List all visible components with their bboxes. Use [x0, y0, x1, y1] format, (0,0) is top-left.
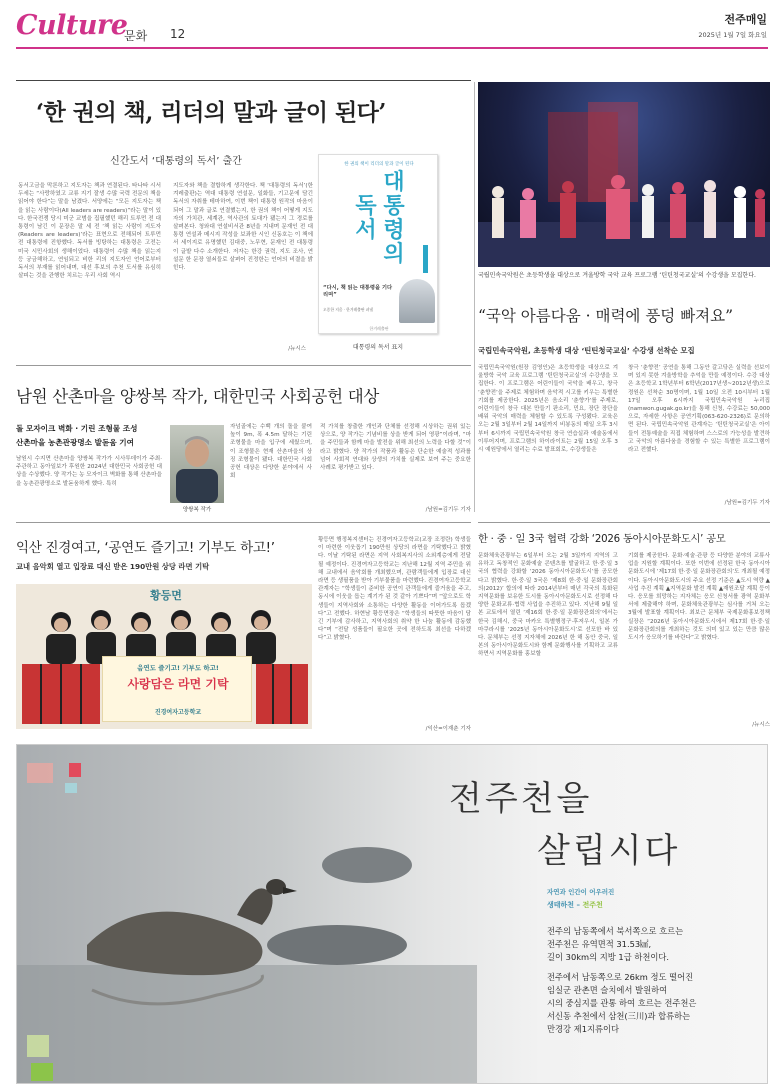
article-top-rule [16, 80, 471, 81]
book-title-char: 서 [355, 218, 377, 243]
article-column-1: 황등면 행정복지센터는 진경여자고등학교(교장 조정란) 학생들이 마련한 이웃돕기 190만원 상당의 라면을 기탁했다고 밝혔다. 이날 기탁된 라면은 지역 사회복지사의 소외계층에게 전달될 예정이다. 진경여자고등학교는 지난해 12월 지역 주민을 위해 교내에서 음악회를 개최했으며, 관람객들에게 입장료 대신 라면 등 생필품을 받아 기부물품을 마련했다. 진경여자고등학교 관계자는 “학생들이 준비한 공연이 관객들에게 즐거움을 주고, 동시에 이웃을 돕는 계기가 된 것 같아 기쁘다”며 “앞으로도 학생들이 지역사회와 소통하는 다양한 활동을 이어가도록 돕겠다”고 전했다. 하현남 황등면장은 “학생들의 따뜻한 마음이 담긴 기부에 감사하고, 지역사회의 취약 한 나눔 활동에 감동했다”며 “전달 성품들이 필요한 곳에 전하도록 최선을 다하겠다”고 밝혔다. [318, 537, 471, 642]
ad-title-line-2: 살립시다 [537, 831, 681, 871]
headline: 남원 산촌마을 양쌍복 작가, 대한민국 사회공헌 대상 [16, 387, 380, 406]
people-group [36, 604, 286, 664]
book-side-strip [423, 245, 428, 273]
subheadline-2: 산촌마을 농촌관광명소 발돋움 기여 [16, 438, 134, 447]
ramen-boxes-right [256, 664, 308, 724]
masthead [0, 0, 777, 48]
headline: ‘한 권의 책, 리더의 말과 글이 된다’ [36, 99, 386, 126]
donation-banner [102, 656, 252, 722]
ad-line: 전주의 남동쪽에서 북서쪽으로 흐르는 [547, 926, 684, 936]
book-quote: “다시, 책 읽는 대통령을 기다리며” [323, 285, 393, 298]
book-author: 오종한 지음 · 한겨레출판 펴냄 [323, 307, 374, 312]
book-publisher: 한겨레출판 [369, 326, 389, 331]
article-column-1: 동서고금을 막론하고 지도자는 책과 연결된다. 타나타 시서 두세는 “사랑하였고 교류 지기 잘생 수많 국력 전문의 책을 읽어야 한다”는 말을 남겼다. 서양에는 “모든 지도자는 책을 읽는 사람이다(All leaders are readers)”라는 말이 있다. 한국전쟁 당시 미군 교범을 집필했던 해리 트루먼 전 대통령이 남긴 이 문장은 말 세 전 ‘책 읽는 사람이 지도자(Readers are leaders)’라는 표현으로 전해되어 트루먼 전 대통령에 진항했다. 독서를 빙탕하는 대통령은 고전는 미국 시민사회의 생해이었다. 대통령이 수많 책을 읽는지 등 궁금해하고, 연임되고 비한 리의 지도자인 언어로부터 독서의 부재를 읽어내며, 대선 후보의 추천 도서를 유심히 살피는 것을 관행한 치르는 우리 사회 역시 [18, 183, 161, 280]
book-title-char: 대 [383, 170, 405, 195]
article-column-2: 창극 ‘춘향전’ 공연을 통해 그동안 갈고닦은 실력을 선보이며 있지 못한 겨울방학을 추억을 만들 예정이다. 수강 대상은 초등학교 1학년부터 6학년(2017년생~2012년생)으로 정원은 선착순 30명이며, 1월 10일 오전 10시부터 1월 17일 오후 6시까지 국립민속국악원 누리집(namwon.gugak.go.kr)을 통해 신청, 수강료는 50,000으로, 자세한 사항은 공연기획(063-620-2326)로 문의하면 된다. 국립민속국악원 관계자는 ‘틴틴청국교실’은 아이들이 전통예술을 직접 체험하며 스스로의 가능성을 발견하고 국악의 아름다움을 경험할 수 있는 특별한 프로그램이라고 전했다. [628, 365, 770, 454]
article-namwon-artist [16, 365, 471, 515]
author-portrait [399, 279, 435, 323]
paper-name: 전주매일 [724, 13, 767, 26]
subheadline-1: 돌 모자이크 벽화 · 기린 조형물 조성 [16, 424, 138, 433]
article-east-asia-culture-city [478, 522, 770, 734]
section-title-en: Culture [16, 10, 128, 41]
ad-line: 길이 30km의 지방 1급 하천이다. [547, 952, 670, 962]
book-title-char: 의 [383, 242, 405, 267]
ad-line: 시의 중심지를 관통 하여 흐르는 전주천은 [547, 998, 697, 1008]
article-top-rule [16, 365, 471, 366]
ad-tagline-2 [547, 900, 603, 910]
banner-top-text: 황등면 [150, 589, 182, 602]
people-illustration [36, 604, 286, 664]
article-top-rule [16, 522, 471, 523]
ad-tagline-1: 자연과 인간이 어우러진 [547, 888, 615, 896]
article-column-1: 국립민속국악원(원장 김영인)은 초등학생을 대상으로 겨울방학 국악 교육 프로그램 ‘틴틴청국교실’의 수강생을 모집한다. 이 프로그램은 어린이들이 국악을 배우고, 창극 ‘춘향전’을 주제로 체험하며 음악적 시고를 키우는 특별한 기회를 제공한다. 2025년은 음소리 ‘춘향가’를 주제로, 어린이들이 창극 대본 만들기 판소리, 민요, 장단 장단을 배워 국악의 매력을 체험할 수 있도록 구성됐다. 교육은 오는 2월 3일부터 2월 14일까지 비봉동의 매일 오후 3시부터 6시까지 국립민속국악원 창극 연습실과 예술동에서 이루어지며, 프로그램의 하이라이트는 2월 15일 오후 3시 예원당에서 열리는 수료 발표회로, 수강생들은 [478, 365, 618, 454]
banner-footer: 진경여자고등학교 [154, 709, 202, 716]
article-iksan-school [16, 522, 471, 734]
article-column-3: 적 가치를 창출한 개인과 단체를 선정해 시상하는 권위 있는 상으로, 양 작가는 기념비를 상을 받게 되어 영광”이라며, “마을 주민들과 함께 마을 발전을 위해 최선의 노력을 다할 것”이라고 밝혔다. 양 작가의 작품과 활동은 단순한 예술적 성과를 넘어 사회적 연대와 상생의 가치를 실제로 보여 주는 중요한 사례로 평가받고 있다. [320, 424, 471, 472]
ad-tagline-2-prefix: 생태하천 – [547, 901, 583, 909]
ad-line: 전주에서 남동쪽으로 26km 정도 떨어진 [547, 972, 694, 982]
stage-photo [478, 82, 770, 267]
article-column-2: 자넘골에는 수백 개의 돌을 붙여 높이 9m, 폭 4.5m 달하는 기린 조형물을 마을 입구에 세웠으며, 이 조형물은 현재 산촌마을의 상징 조형물이 됐다. 대한민국 사회공헌 대상은 다양한 분야에서 사회 [230, 424, 312, 480]
article-book-release [16, 80, 471, 358]
byline: /익산=이재춘 기자 [425, 726, 471, 732]
article-column-2: 기회를 제공한다. 문화·예술·관광 등 다양한 분야의 교류사업을 지원할 계획이다. 또한 이번에 선정된 한국 동아시아 문화도시에 ‘제17회 한·중·일 문화장관회의’도 개최될 예정이다. 동아시아문화도시의 주요 선정 기준은 ▲도시 역량 ▲사업 추진 계획 ▲지역문화 발전 계획 ▲재원조달 계획 등이다. 응모를 희망하는 지자체는 응모 신청서를 광역 문화부서에 제출해야 하며, 문화체육관광부는 심사를 거쳐 오는 3월에 발표할 계획이다. 최보근 문체부 국제문화홍보정책실장은 “2026년 동아시아문화도시에서 제17회 한·중·일 문화장관회의를 개최하는 것도 의미 있고 있는 만큼 많은 도시가 응모하기를 바란다”고 밝혔다. [628, 553, 770, 642]
book-title-char: 통 [383, 194, 405, 219]
headline: “국악 아름다움 · 매력에 풍덩 빠져요” [478, 307, 734, 325]
ad-tagline-2-highlight: 전주천 [582, 901, 603, 909]
byline: /남원=김기두 기자 [724, 500, 770, 506]
book-title-col2 [353, 195, 379, 243]
issue-date: 2025년 1월 7일 화요일 [698, 31, 767, 39]
public-ad-jeonjucheon [16, 744, 768, 1084]
book-cover [318, 154, 438, 334]
ad-paragraph-1 [547, 925, 757, 964]
column-divider [474, 82, 475, 512]
headline: 한 · 중 · 일 3국 협력 강화 ‘2026 동아시아문화도시’ 공모 [478, 534, 726, 545]
book-title-char: 령 [383, 218, 405, 243]
donation-photo [16, 584, 312, 729]
ad-line: 만경강 제1지류이다 [547, 1024, 620, 1034]
byline: /뉴시스 [752, 722, 770, 728]
subheadline: 국립민속국악원, 초등학생 대상 ‘틴틴청국교실’ 수강생 선착순 모집 [478, 346, 695, 355]
article-column-2: 지도자와 책을 결합하게 생각한다. 책 ‘대통령의 독서’(한겨레출판)는 역대 대통령 연설문, 일화들, 기고문에 담긴 독서의 자취를 테마하여, 이번 책이 대통령 원작의 마음이 되어 그 말과 글로 연결했는지, 한 권의 책이 어떻게 지도자의 가치관, 세계관, 역사관의 토대가 됐는지 그 경로를 살펴본다. 청와대 연설비서관 8년을 지내며 문재인 전 대통령 연설과 메시지 작성을 보좌한 시인 신동호는 이 책에서 세이지로 유명했던 김대중, 노무현, 문재인 전 대통령이 글밭 다수 소개한다. 저자는 한강 권력, 지도 조사, 연설문 한 문장 열쇠들로 살펴어 진정한는 언어의 비결을 밝힌다. [173, 183, 313, 272]
subheadline: 신간도서 ‘대통령의 독서’ 출간 [110, 156, 242, 167]
book-cover-caption: 대통령의 독서 표지 [352, 344, 404, 351]
page-number: 12 [170, 27, 186, 41]
byline: /남원=김기두 기자 [425, 507, 471, 513]
ad-line: 전주천은 유역면적 31.53㎢, [547, 939, 652, 949]
banner-line-2: 사랑담은 라면 기탁 [127, 677, 229, 691]
artist-photo [170, 425, 224, 503]
book-cover-topline: 한 권의 책이 리더의 말과 글이 된다 [344, 162, 414, 167]
book-title-col1 [381, 171, 407, 267]
book-title-char: 독 [355, 194, 377, 219]
ramen-boxes-left [22, 664, 100, 724]
ad-line: 임실군 관촌면 슬치에서 발원하여 [547, 985, 668, 995]
banner-line-1: 음연도 즐기고! 기부도 하고! [137, 664, 219, 672]
artist-portrait-illustration [170, 425, 224, 503]
ad-title-line-1: 전주천을 [449, 779, 593, 819]
stage-photo-caption: 국립민속국악원은 초등학생을 대상으로 겨울방학 국악 교육 프로그램 ‘틴틴청국교실’의 수강생을 모집한다. [478, 272, 756, 279]
article-column-1: 남원시 수지면 산촌마을 양쌍복 작가가 시사투데이가 주최·주관하고 동아일보가 후원한 2024년 대한민국 사회공헌 대상을 수상했다. 양 작가는 농 모자이크 벽화를 통해 산촌마을을 농촌관광명소로 발돋움하게 했다. 특히 [16, 456, 162, 487]
ad-paragraph-2 [547, 971, 762, 1036]
section-title-ko: 문화 [124, 29, 148, 43]
article-top-rule [478, 522, 770, 523]
stage-photo-illustration [478, 82, 770, 267]
article-column-1: 문화체육관광부는 6일부터 오는 2월 3일까지 지역의 고유하고 독창적인 문화예술 콘텐츠를 발굴하고 한·중·일 3국의 협력을 강화할 ‘2026 동아시아문화도시’를 공모한다고 밝혔다. 한·중·일 3국은 ‘제8회 한·중·일 문화장관회의(2012)’ 합의에 따라 2014년부터 매년 각국의 특화된 지역문화를 보유한 도시를 동아시아문화도시로 선정해 다양한 문화교류·협력 사업을 추진하고 있다. 지난해 9월 일본 교토에서 열린 ‘제16회 한·중·일 문화장관회의’에서는 한국 김해시, 중국 마카오 특별행정구·후저우시, 일본 가마쿠라시를 ‘2025년 동아시아문화도시’로 선포한 바 있다. 문체부는 선정 지자체에 2026년 한 해 동안 중국, 일본의 동아시아문화도시와 함께 문화행사를 기획하고 교류하면서 지역문화를 홍보할 [478, 553, 618, 658]
subheadline: 교내 음악회 열고 입장료 대신 받은 190만원 상당 라면 기탁 [16, 562, 210, 571]
masthead-rule [16, 47, 768, 49]
headline: 익산 진경여고, ‘공연도 즐기고! 기부도 하고!’ [16, 540, 275, 556]
ad-line: 서신동 추천에서 삼천(三川)과 합류하는 [547, 1011, 691, 1021]
byline: /뉴시스 [288, 346, 306, 352]
artist-photo-caption: 양쌍복 작가 [182, 507, 212, 513]
article-gugak [478, 82, 770, 512]
